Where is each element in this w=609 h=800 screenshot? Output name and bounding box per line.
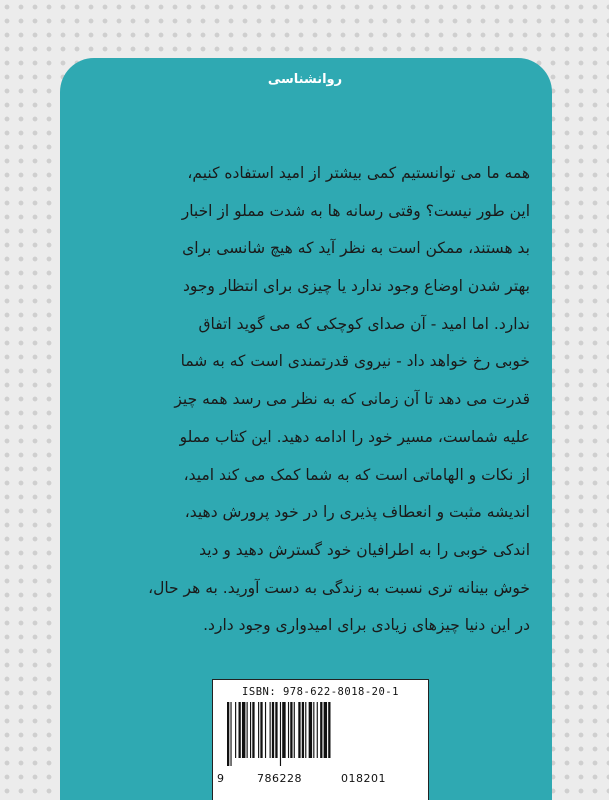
blurb-line: در این دنیا چیزهای زیادی برای امیدواری وجود دارد. — [203, 616, 530, 635]
publisher-logo: روانشناسی — [268, 71, 342, 87]
barcode-digits-left: 786228 — [257, 772, 302, 785]
barcode-label — [212, 679, 429, 800]
blurb-line: خوش بینانه تری نسبت به زندگی به دست آورید. به هر حال، — [148, 578, 530, 597]
blurb-line: بهتر شدن اوضاع وجود ندارد یا چیزی برای انتظار وجود — [182, 277, 530, 296]
blurb-line: اندیشه مثبت و انعطاف پذیری را در خود پرورش دهید، — [184, 503, 530, 522]
blurb-line: خوبی رخ خواهد داد - نیروی قدرتمندی است که به شما — [180, 352, 530, 371]
barcode-bars-icon — [227, 702, 417, 766]
blurb-text — [72, 155, 530, 645]
barcode-digits-right: 018201 — [341, 772, 386, 785]
blurb-line: علیه شماست، مسیر خود را ادامه دهید. این کتاب مملو — [179, 427, 530, 446]
isbn-text: ISBN: 978-622-8018-20-1 — [242, 686, 399, 698]
blurb-line: قدرت می دهد تا آن زمانی که به نظر می رسد همه چیز — [174, 390, 530, 409]
blurb-line: اندکی خوبی را به اطرافیان خود گسترش دهید و دید — [199, 540, 530, 559]
blurb-line: این طور نیست؟ وقتی رسانه ها به شدت مملو از اخبار — [181, 201, 530, 220]
blurb-line: بد هستند، ممکن است به نظر آید که هیچ شانسی برای — [182, 239, 530, 258]
blurb-line: از نکات و الهاماتی است که به شما کمک می کند امید، — [183, 465, 530, 484]
blurb-line: ندارد. اما امید - آن صدای کوچکی که می گوید اتفاق — [198, 314, 530, 333]
blurb-line: همه ما می توانستیم کمی بیشتر از امید استفاده کنیم، — [187, 164, 530, 182]
barcode-digit-first: 9 — [217, 772, 224, 785]
